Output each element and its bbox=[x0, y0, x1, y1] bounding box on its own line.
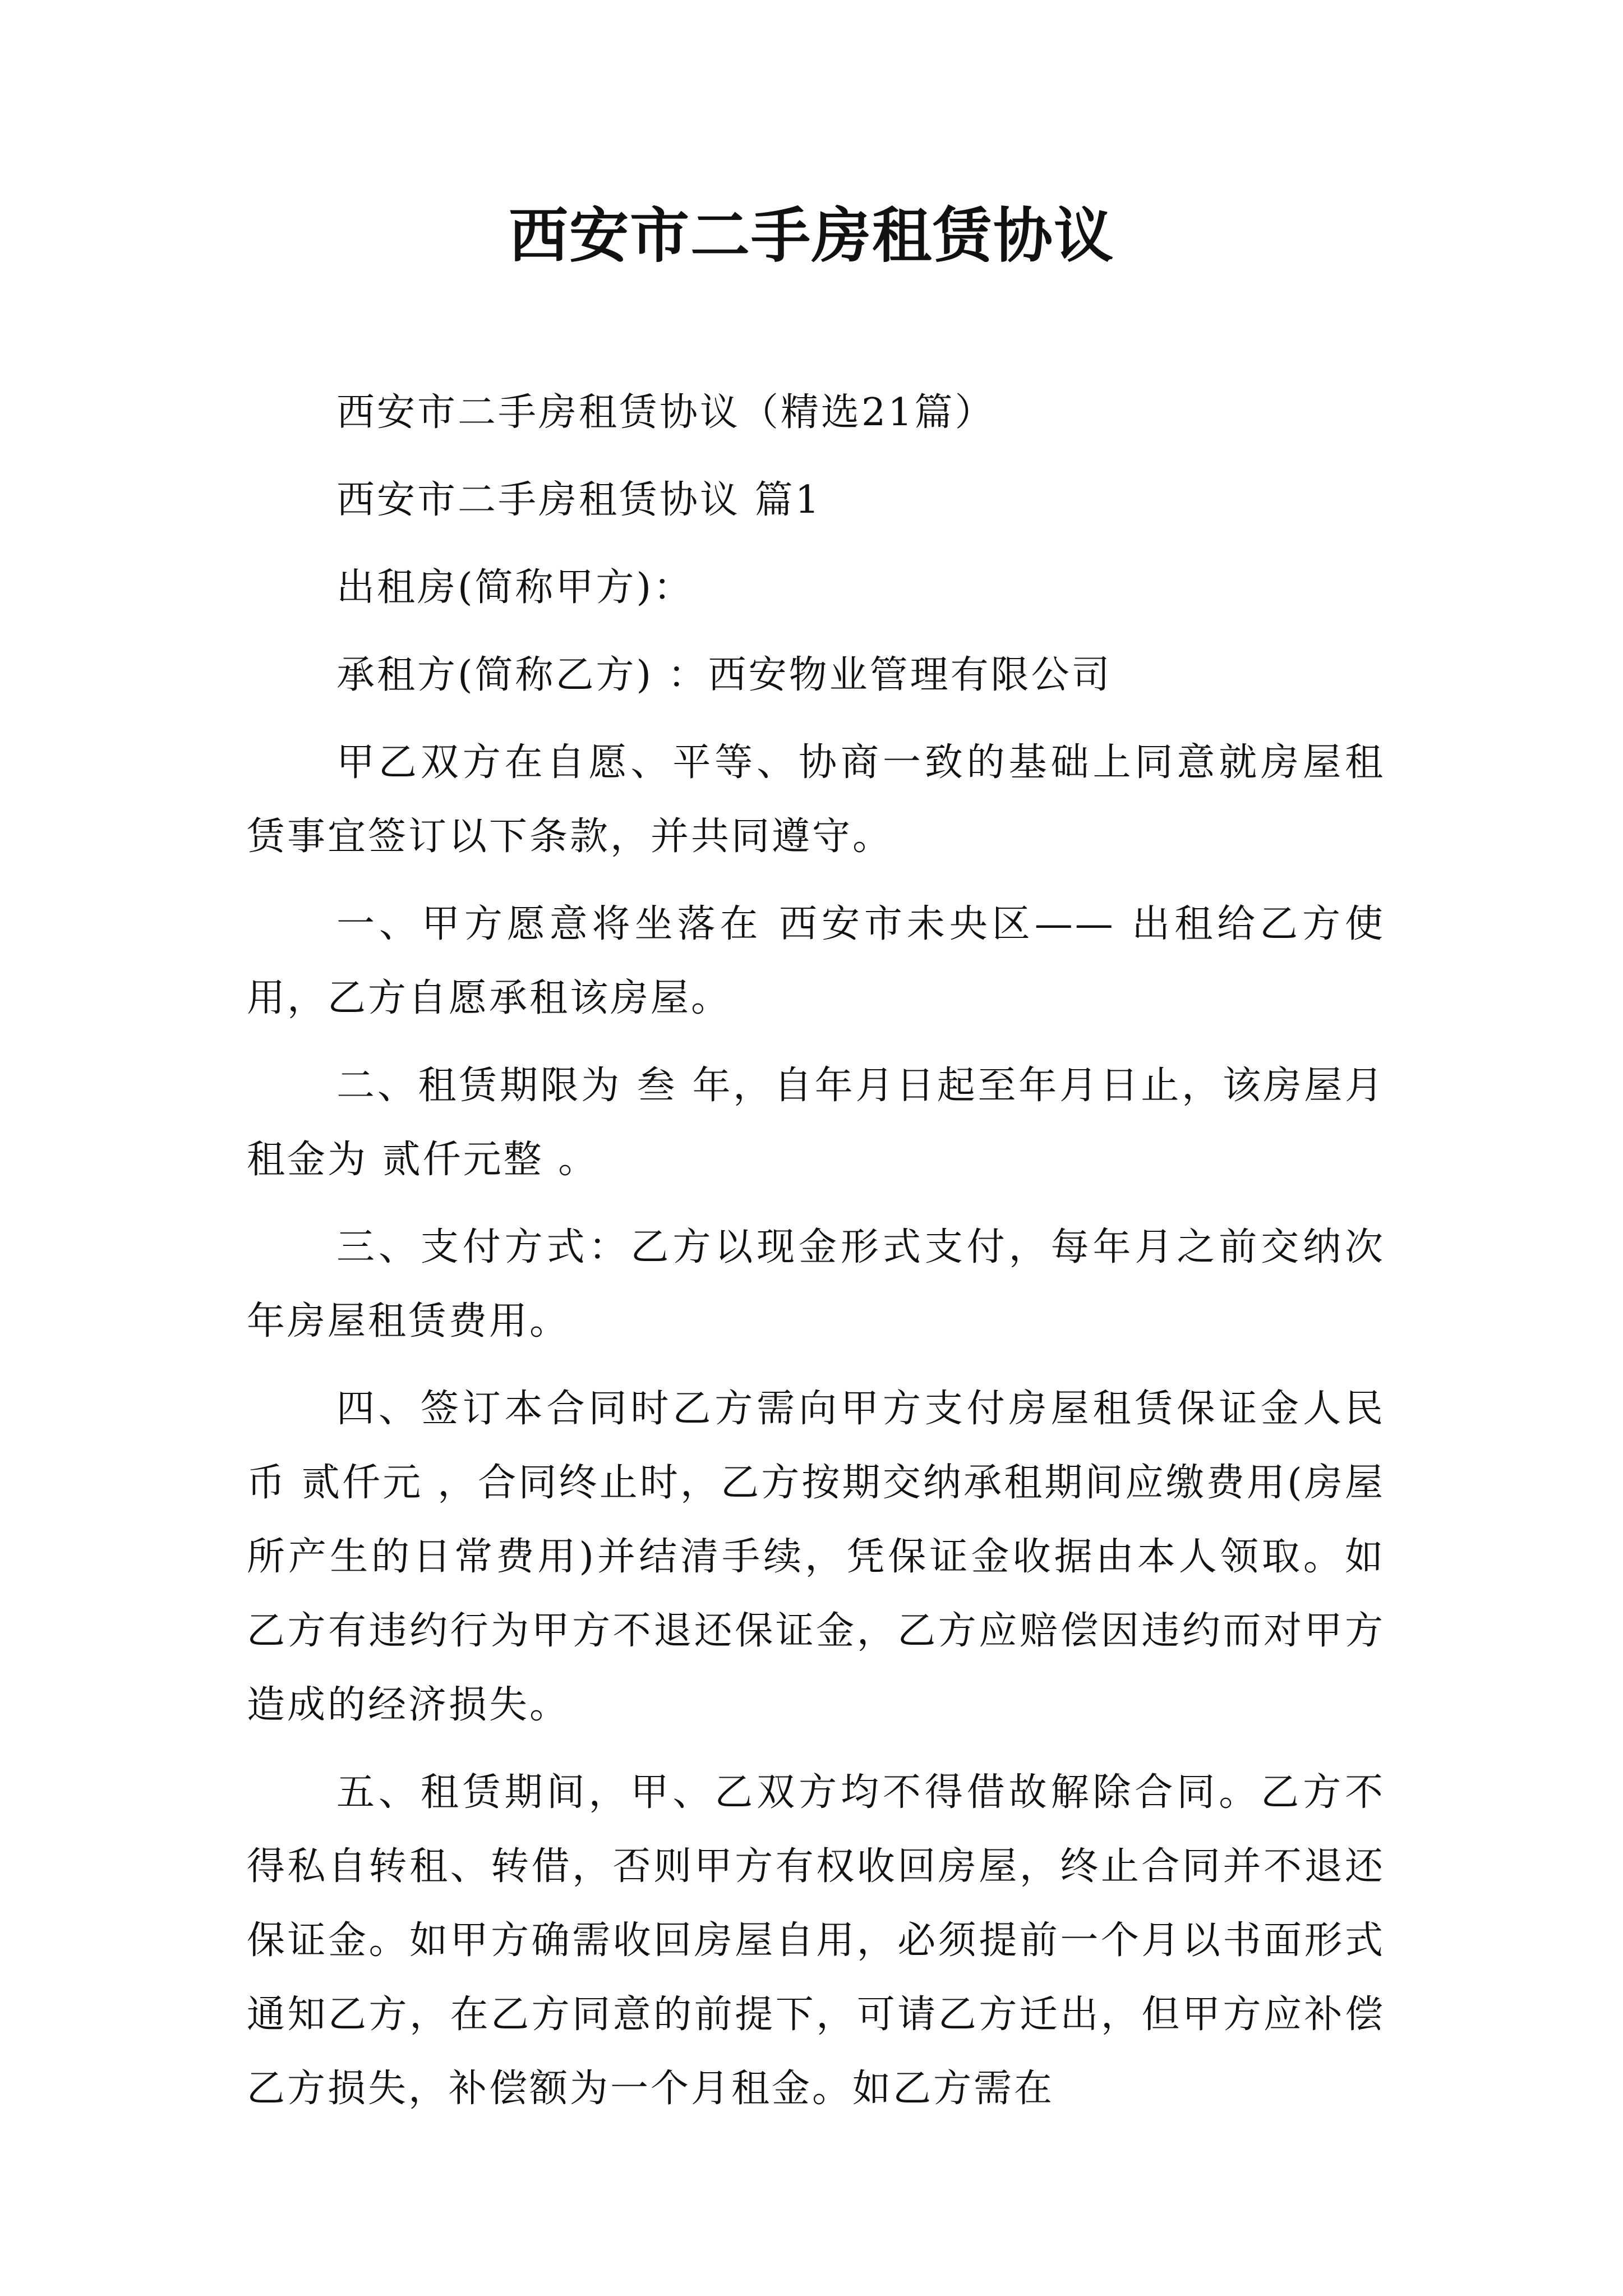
paragraph-lessor: 出租房(简称甲方)： bbox=[336, 565, 694, 610]
paragraph-clause-5: 五、租赁期间，甲、乙双方均不得借故解除合同。乙方不得私自转租、转借，否则甲方有权收回房屋，终止合同并不退还保证金。如甲方确需收回房屋自用，必须提前一个月以书面形式通知乙方，在乙方同意的前提下，可请乙方迁出，但甲方应补偿乙方损失，补偿额为一个月租金。如乙方需在 bbox=[247, 1770, 1385, 2111]
paragraph-preamble: 甲乙双方在自愿、平等、协商一致的基础上同意就房屋租赁事宜签订以下条款，并共同遵守。 bbox=[247, 740, 1385, 859]
paragraph-section-heading: 西安市二手房租赁协议 篇1 bbox=[336, 478, 822, 522]
paragraph-lessee: 承租方(简称乙方) ：西安物业管理有限公司 bbox=[336, 653, 1112, 697]
paragraph-clause-2: 二、租赁期限为 叁 年，自年月日起至年月日止，该房屋月租金为 贰仟元整 。 bbox=[247, 1064, 1385, 1182]
paragraph-subtitle: 西安市二手房租赁协议（精选21篇） bbox=[336, 390, 995, 435]
paragraph-clause-1: 一、甲方愿意将坐落在 西安市未央区—— 出租给乙方使用，乙方自愿承租该房屋。 bbox=[247, 902, 1385, 1020]
document-body bbox=[247, 376, 1385, 2139]
paragraph-clause-3: 三、支付方式：乙方以现金形式支付，每年月之前交纳次年房屋租赁费用。 bbox=[247, 1225, 1385, 1343]
paragraph-clause-4: 四、签订本合同时乙方需向甲方支付房屋租赁保证金人民币 贰仟元 ，合同终止时，乙方按期交纳承租期间应缴费用(房屋所产生的日常费用)并结清手续，凭保证金收据由本人领取。如乙方有违约行为甲方不退还保证金，乙方应赔偿因违约而对甲方造成的经济损失。 bbox=[247, 1387, 1385, 1727]
document-title: 西安市二手房租赁协议 bbox=[509, 200, 1114, 270]
